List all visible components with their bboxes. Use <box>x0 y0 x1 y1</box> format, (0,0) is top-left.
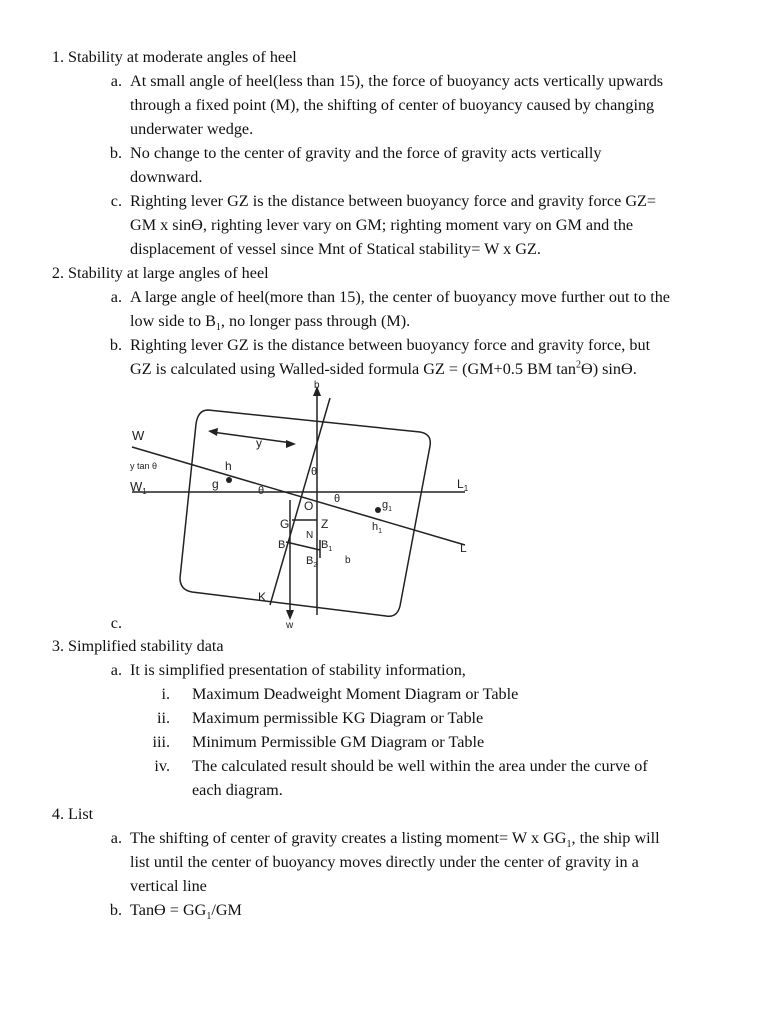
label-theta-1: θ <box>258 485 265 497</box>
section-4a-line-2: list until the center of buoyancy moves directly under the center of gravity in a <box>130 853 639 871</box>
wedge-shift-arrow <box>212 432 292 443</box>
section-3a-iii-text: Minimum Permissible GM Diagram or Table <box>192 733 485 751</box>
label-b1: $B_1$ <box>321 539 333 553</box>
wedge-arrow-head-right <box>286 440 296 448</box>
section-2a-line-1: A large angle of heel(more than 15), the center of buoyancy move further out to the <box>130 288 670 306</box>
buoyancy-line <box>286 542 320 550</box>
section-1a-line-1: At small angle of heel(less than 15), the force of buoyancy acts vertically upwards <box>130 72 664 90</box>
section-3a-iii-label: iii. <box>152 733 170 751</box>
section-1b-line-2: downward. <box>130 168 203 186</box>
section-3a-iv-label: iv. <box>154 757 170 775</box>
section-2-number: 2. <box>51 264 64 282</box>
section-3a-line-1: It is simplified presentation of stability information, <box>130 661 466 679</box>
label-b2: $B_2$ <box>306 555 318 569</box>
label-g1: $g_1$ <box>382 499 393 513</box>
section-1a-line-3: underwater wedge. <box>130 120 254 138</box>
point-g1 <box>375 507 381 513</box>
label-b-top: b <box>314 380 320 391</box>
wedge-arrow-head-left <box>208 428 218 436</box>
label-l: L <box>460 541 467 555</box>
label-k: K <box>258 590 267 604</box>
section-4a-label: a. <box>110 829 122 847</box>
section-1-title: Stability at moderate angles of heel <box>68 48 297 66</box>
section-2b-line-2: GZ is calculated using Walled-sided formula GZ = (GM+0.5 BM $\tan^2ϴ$) sinϴ. <box>130 359 637 378</box>
section-2-title: Stability at large angles of heel <box>68 264 269 282</box>
label-w: W <box>132 428 145 443</box>
heel-stability-diagram <box>120 380 490 630</box>
section-3-number: 3. <box>51 637 64 655</box>
section-1a-line-2: through a fixed point (M), the shifting of center of buoyancy caused by changing <box>130 96 655 114</box>
section-3a-i-text: Maximum Deadweight Moment Diagram or Table <box>192 685 519 703</box>
label-l1: $L_1$ <box>457 477 469 493</box>
section-3a-iv-line-1: The calculated result should be well within the area under the curve of <box>192 757 648 775</box>
label-g-center: G <box>280 517 290 531</box>
label-b: B <box>278 539 286 551</box>
section-2b-line-1: Righting lever GZ is the distance between buoyancy force and gravity force, but <box>130 336 651 354</box>
section-1-number: 1. <box>51 48 64 66</box>
section-2c-label: c. <box>110 614 122 632</box>
label-z: Z <box>321 517 329 531</box>
section-1a-label: a. <box>110 72 122 90</box>
section-4b-label: b. <box>109 901 122 919</box>
section-1c-line-3: displacement of vessel since Mnt of Statical stability= W x GZ. <box>130 240 541 258</box>
label-h1: $h_1$ <box>372 521 383 535</box>
label-o: O <box>304 499 314 513</box>
section-3-title: Simplified stability data <box>68 637 224 655</box>
section-1c-label: c. <box>110 192 122 210</box>
waterline-w-l <box>132 447 465 545</box>
label-theta-3: θ <box>311 466 318 478</box>
section-3a-i-label: i. <box>161 685 170 703</box>
section-3a-label: a. <box>110 661 122 679</box>
section-3a-iv-line-2: each diagram. <box>192 781 283 799</box>
section-4a-line-1: The shifting of center of gravity creates a listing moment= W x $GG_1$, the ship will <box>130 829 660 851</box>
section-4b-formula: $Tanϴ = GG_1/GM$ <box>130 901 242 923</box>
section-1b-label: b. <box>109 144 122 162</box>
ship-centreline <box>270 398 333 605</box>
label-h: h <box>225 459 232 473</box>
label-n: N <box>306 530 314 541</box>
section-2a-label: a. <box>110 288 122 306</box>
section-3a-ii-label: ii. <box>156 709 170 727</box>
label-ytan: y tan θ <box>130 461 158 471</box>
label-w-lower: w <box>286 620 294 630</box>
label-w1: $W_1$ <box>130 479 147 496</box>
section-1c-line-1: Righting lever GZ is the distance between buoyancy force and gravity force GZ= <box>130 192 657 210</box>
section-4-title: List <box>68 805 94 823</box>
section-4a-line-3: vertical line <box>130 877 207 895</box>
label-theta-2: θ <box>334 493 341 505</box>
section-2a-line-2: low side to $B_1$, no longer pass through (M). <box>130 312 411 334</box>
hull-outline <box>180 410 430 616</box>
label-g: g <box>212 477 219 491</box>
section-1b-line-1: No change to the center of gravity and the force of gravity acts vertically <box>130 144 602 162</box>
label-y: y <box>256 436 262 450</box>
section-1c-line-2: GM x sinϴ, righting lever vary on GM; righting moment vary on GM and the <box>130 216 634 234</box>
point-g <box>226 477 232 483</box>
section-2b-label: b. <box>109 336 122 354</box>
section-4-number: 4. <box>51 805 64 823</box>
section-3a-ii-text: Maximum permissible KG Diagram or Table <box>192 709 484 727</box>
label-b-bottom: b <box>345 555 351 566</box>
